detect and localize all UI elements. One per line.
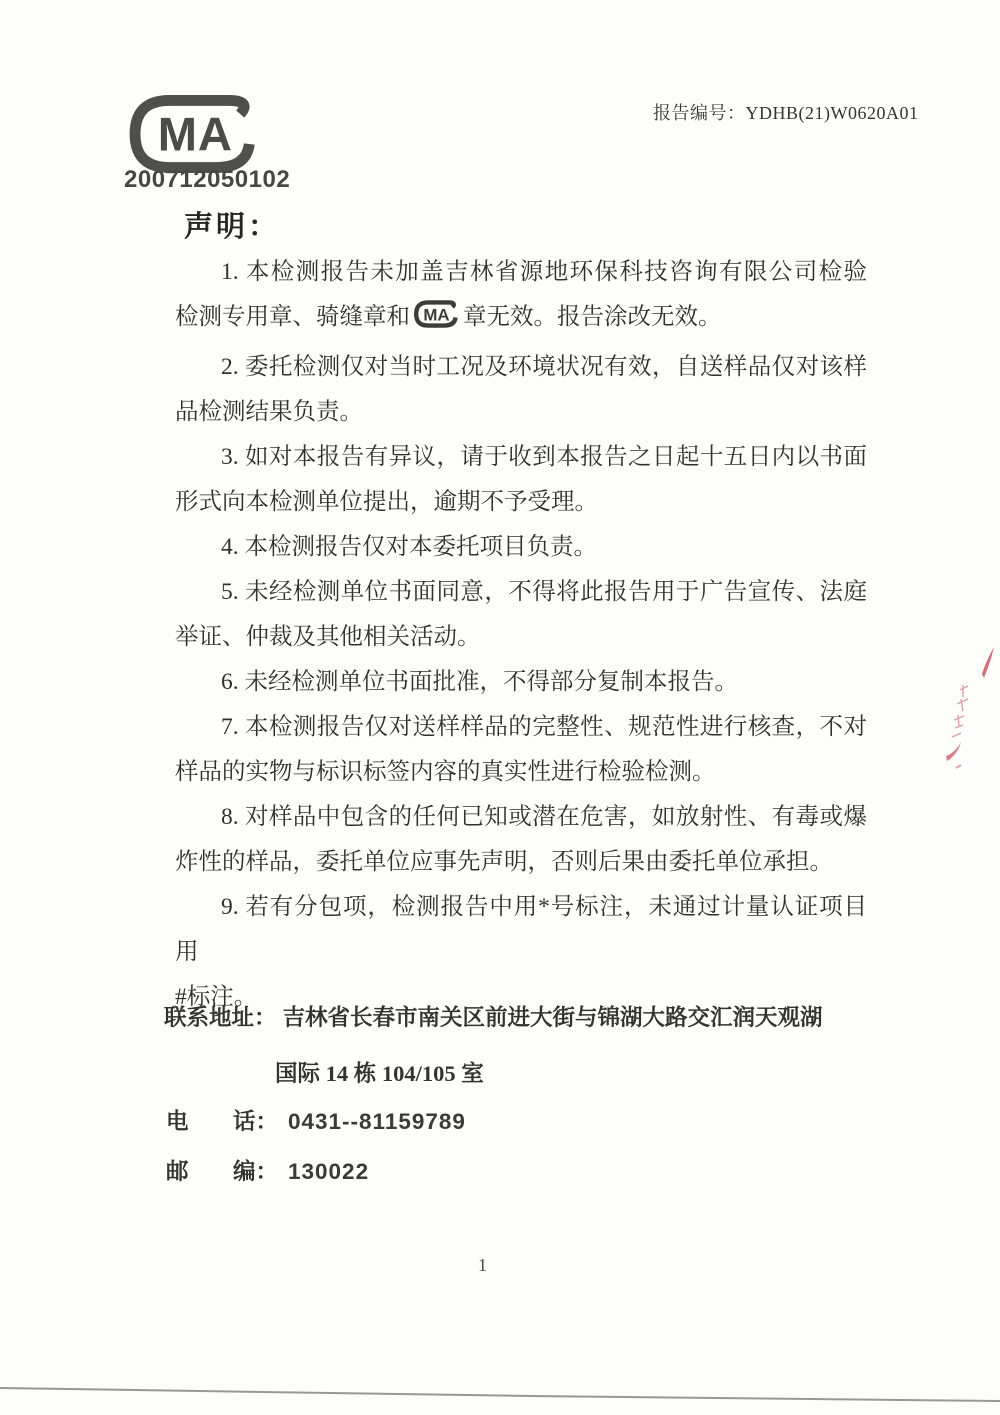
item-1-line-1: 1. 本检测报告未加盖吉林省源地环保科技咨询有限公司检验 <box>221 259 867 285</box>
cma-inline-logo-icon <box>413 299 460 345</box>
declaration-item-5 <box>175 570 867 660</box>
declaration-item-3 <box>175 435 867 525</box>
item-2-line-2: 品检测结果负责。 <box>175 399 363 425</box>
svg-text:MA: MA <box>423 305 450 325</box>
declaration-item-4 <box>175 525 867 570</box>
contact-address-row <box>164 1000 823 1032</box>
item-9-line-1: 9. 若有分包项，检测报告中用*号标注，未通过计量认证项目用 <box>175 894 867 965</box>
declaration-body <box>175 250 867 1020</box>
item-8-line-1: 8. 对样品中包含的任何已知或潜在危害，如放射性、有毒或爆 <box>221 804 867 830</box>
item-8-line-2: 炸性的样品，委托单位应事先声明，否则后果由委托单位承担。 <box>175 849 833 875</box>
contact-address-line1: 吉林省长春市南关区前进大街与锦湖大路交汇润天观湖 <box>282 1005 823 1030</box>
declaration-item-2 <box>175 345 867 435</box>
phone-label-char-1: 电 <box>166 1109 189 1134</box>
report-number-label: 报告编号： <box>653 103 746 123</box>
declaration-item-7 <box>175 705 867 795</box>
declaration-item-8 <box>175 795 867 885</box>
item-6-line-1: 6. 未经检测单位书面批准，不得部分复制本报告。 <box>221 669 738 695</box>
postal-label-char-1: 邮 <box>166 1159 189 1184</box>
item-7-line-1: 7. 本检测报告仅对送样样品的完整性、规范性进行核查，不对 <box>221 714 867 740</box>
contact-phone-label <box>166 1104 278 1136</box>
page-number: 1 <box>478 1255 487 1275</box>
item-1-line-2 <box>175 295 867 345</box>
item-1-line-2-after: 章无效。报告涂改无效。 <box>463 304 722 330</box>
contact-postal-label <box>166 1154 278 1186</box>
declaration-item-1 <box>175 250 867 345</box>
contact-postal-row <box>166 1154 369 1186</box>
page-title: 声明： <box>184 211 281 243</box>
report-number-line <box>653 99 918 125</box>
cma-cert-number: 200712050102 <box>124 166 291 193</box>
contact-postal-value: 130022 <box>288 1159 370 1184</box>
cma-logo-svg <box>126 90 262 178</box>
item-9-line-2: #标注。 <box>175 984 258 1010</box>
item-4-line-1: 4. 本检测报告仅对本委托项目负责。 <box>221 534 597 560</box>
item-5-line-1: 5. 未经检测单位书面同意，不得将此报告用于广告宣传、法庭 <box>221 579 867 605</box>
contact-address-label: 联系地址： <box>164 1005 277 1030</box>
contact-address-line2: 国际 14 栋 104/105 室 <box>275 1061 484 1086</box>
report-number-value: YDHB(21)W0620A01 <box>745 103 919 123</box>
item-3-line-2: 形式向本检测单位提出，逾期不予受理。 <box>175 489 598 515</box>
item-3-line-1: 3. 如对本报告有异议，请于收到本报告之日起十五日内以书面 <box>221 444 867 470</box>
declaration-item-6 <box>175 660 867 705</box>
item-5-line-2: 举证、仲裁及其他相关活动。 <box>175 624 481 650</box>
scan-edge-line <box>0 1380 1000 1415</box>
item-1-line-2-before: 检测专用章、骑缝章和 <box>175 304 410 330</box>
phone-label-char-2: 话： <box>232 1109 278 1134</box>
contact-phone-value: 0431--81159789 <box>288 1109 466 1134</box>
item-2-line-1: 2. 委托检测仅对当时工况及环境状况有效，自送样品仅对该样 <box>221 354 867 380</box>
red-ink-marks <box>930 638 1000 808</box>
item-7-line-2: 样品的实物与标识标签内容的真实性进行检验检测。 <box>175 759 716 785</box>
contact-phone-row <box>166 1104 466 1136</box>
postal-label-char-2: 编： <box>232 1159 278 1184</box>
cma-letters: MA <box>157 107 233 161</box>
